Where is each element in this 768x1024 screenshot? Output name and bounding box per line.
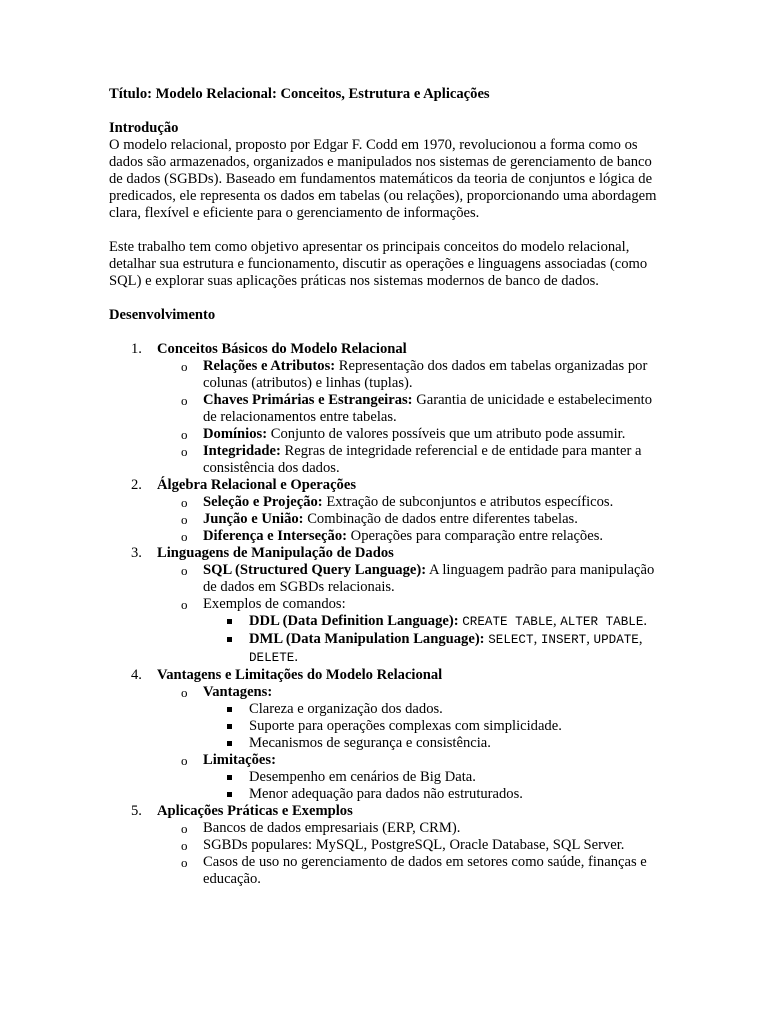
item-text: Menor adequação para dados não estruturados. xyxy=(249,786,523,802)
sub-list xyxy=(157,358,661,477)
spacer xyxy=(109,324,661,341)
code-select: SELECT xyxy=(488,633,534,647)
item-term: DML (Data Manipulation Language): xyxy=(249,631,485,647)
item-text: Clareza e organização dos dados. xyxy=(249,701,443,717)
item-text: Extração de subconjuntos e atributos específicos. xyxy=(322,494,614,510)
code-insert: INSERT xyxy=(540,633,587,647)
sub-sub-list-item xyxy=(203,769,661,786)
sub-list xyxy=(157,684,661,803)
list-item xyxy=(109,667,661,803)
bullet-icon: o xyxy=(181,855,188,870)
bullet-icon: o xyxy=(181,753,188,768)
bullet-icon: o xyxy=(181,821,188,836)
section-title: Linguagens de Manipulação de Dados xyxy=(157,545,394,561)
section-title: Álgebra Relacional e Operações xyxy=(157,477,356,493)
bullet-icon: o xyxy=(181,359,188,374)
sub-list-item xyxy=(157,494,661,511)
section-title: Conceitos Básicos do Modelo Relacional xyxy=(157,341,407,357)
list-item xyxy=(109,803,661,888)
item-text: Representação dos dados em tabelas organizadas por colunas (atributos) e linhas (tuplas). xyxy=(203,358,648,391)
sub-list-item xyxy=(157,752,661,803)
sub-list-item xyxy=(157,443,661,477)
item-term: Diferença e Interseção: xyxy=(203,528,347,544)
sub-list-item xyxy=(157,820,661,837)
item-term: Chaves Primárias e Estrangeiras: xyxy=(203,392,413,408)
sub-list-item xyxy=(157,596,661,667)
item-text: Bancos de dados empresariais (ERP, CRM). xyxy=(203,820,461,836)
list-number: 5. xyxy=(131,803,142,819)
item-text: Suporte para operações complexas com simplicidade. xyxy=(249,718,562,734)
bullet-icon: o xyxy=(181,427,188,442)
square-bullet-icon xyxy=(227,724,232,729)
separator: , xyxy=(533,631,541,647)
code-create-table: CREATE TABLE xyxy=(462,615,553,629)
item-text: Garantia de unicidade e estabelecimento de relacionamentos entre tabelas. xyxy=(203,392,653,425)
square-bullet-icon xyxy=(227,792,232,797)
item-text: Desempenho em cenários de Big Data. xyxy=(249,769,476,785)
intro-paragraph-2: Este trabalho tem como objetivo apresentar os principais conceitos do modelo relacional, detalhar sua estrutura e funcionamento, discutir as operações e linguagens associadas (como SQL) e explorar suas aplicações práticas nos sistemas modernos de banco de dados. xyxy=(109,239,648,289)
sub-list-item xyxy=(157,562,661,596)
intro-heading: Introdução xyxy=(109,120,179,136)
section-title: Aplicações Práticas e Exemplos xyxy=(157,803,353,819)
item-term: Integridade: xyxy=(203,443,281,459)
sub-sub-list-item xyxy=(203,718,661,735)
section-title: Vantagens e Limitações do Modelo Relacional xyxy=(157,667,443,683)
sub-list-item xyxy=(157,511,661,528)
item-text: Combinação de dados entre diferentes tabelas. xyxy=(303,511,578,527)
sub-list xyxy=(157,820,661,888)
separator: , xyxy=(638,631,643,647)
list-item xyxy=(109,545,661,667)
code-update: UPDATE xyxy=(593,633,639,647)
sub-list-item xyxy=(157,854,661,888)
bullet-icon: o xyxy=(181,512,188,527)
sub-list-item xyxy=(157,426,661,443)
sub-list xyxy=(157,562,661,667)
sub-list-item xyxy=(157,837,661,854)
item-term: Limitações: xyxy=(203,752,276,768)
item-term: Junção e União: xyxy=(203,511,304,527)
item-text: A linguagem padrão para manipulação de dados em SGBDs relacionais. xyxy=(203,562,655,595)
bullet-icon: o xyxy=(181,444,188,459)
item-text: Casos de uso no gerenciamento de dados em setores como saúde, finanças e educação. xyxy=(203,854,647,887)
document-title: Título: Modelo Relacional: Conceitos, Estrutura e Aplicações xyxy=(109,86,490,102)
sub-sub-list xyxy=(203,701,661,752)
sub-sub-list xyxy=(203,769,661,803)
square-bullet-icon xyxy=(227,741,232,746)
code-alter-table: ALTER TABLE xyxy=(560,615,644,629)
sub-sub-list-item xyxy=(203,613,661,631)
list-number: 3. xyxy=(131,545,142,561)
development-heading: Desenvolvimento xyxy=(109,307,216,323)
sub-list-item xyxy=(157,358,661,392)
item-term: Domínios: xyxy=(203,426,268,442)
square-bullet-icon xyxy=(227,619,232,624)
list-number: 1. xyxy=(131,341,142,357)
item-term: DDL (Data Definition Language): xyxy=(249,613,459,629)
list-item xyxy=(109,477,661,545)
list-number: 4. xyxy=(131,667,142,683)
item-term: Vantagens: xyxy=(203,684,273,700)
sub-list-item xyxy=(157,528,661,545)
item-text: SGBDs populares: MySQL, PostgreSQL, Oracle Database, SQL Server. xyxy=(203,837,625,853)
development-list xyxy=(109,341,661,888)
item-text: Mecanismos de segurança e consistência. xyxy=(249,735,491,751)
square-bullet-icon xyxy=(227,637,232,642)
sub-sub-list-item xyxy=(203,735,661,752)
sub-list xyxy=(157,494,661,545)
list-number: 2. xyxy=(131,477,142,493)
bullet-icon: o xyxy=(181,838,188,853)
bullet-icon: o xyxy=(181,685,188,700)
item-text: Exemplos de comandos: xyxy=(203,596,346,612)
square-bullet-icon xyxy=(227,707,232,712)
sub-sub-list-item xyxy=(203,701,661,718)
item-text: Conjunto de valores possíveis que um atributo pode assumir. xyxy=(267,426,626,442)
item-term: SQL (Structured Query Language): xyxy=(203,562,427,578)
document-body xyxy=(109,86,661,888)
bullet-icon: o xyxy=(181,495,188,510)
period: . xyxy=(643,613,648,629)
bullet-icon: o xyxy=(181,597,188,612)
item-term: Relações e Atributos: xyxy=(203,358,336,374)
sub-sub-list-item xyxy=(203,786,661,803)
item-text: Regras de integridade referencial e de entidade para manter a consistência dos dados. xyxy=(203,443,642,476)
sub-sub-list xyxy=(203,613,661,667)
item-term: Seleção e Projeção: xyxy=(203,494,323,510)
intro-paragraph-1: O modelo relacional, proposto por Edgar F. Codd em 1970, revolucionou a forma como os dados são armazenados, organizados e manipulados nos sistemas de gerenciamento de banco de dados (SGBDs). Baseado em fundamentos matemáticos da teoria de conjuntos e lógica de predicados, ele representa os dados em tabelas (ou relações), proporcionando uma abordagem clara, flexível e eficiente para o gerenciamento de informações. xyxy=(109,137,657,221)
period: . xyxy=(294,649,299,665)
square-bullet-icon xyxy=(227,775,232,780)
sub-list-item xyxy=(157,392,661,426)
item-text: Operações para comparação entre relações. xyxy=(347,528,604,544)
sub-list-item xyxy=(157,684,661,752)
bullet-icon: o xyxy=(181,529,188,544)
bullet-icon: o xyxy=(181,393,188,408)
list-item xyxy=(109,341,661,477)
sub-sub-list-item xyxy=(203,631,661,667)
separator: , xyxy=(552,613,561,629)
separator: , xyxy=(586,631,594,647)
bullet-icon: o xyxy=(181,563,188,578)
code-delete: DELETE xyxy=(249,651,295,665)
